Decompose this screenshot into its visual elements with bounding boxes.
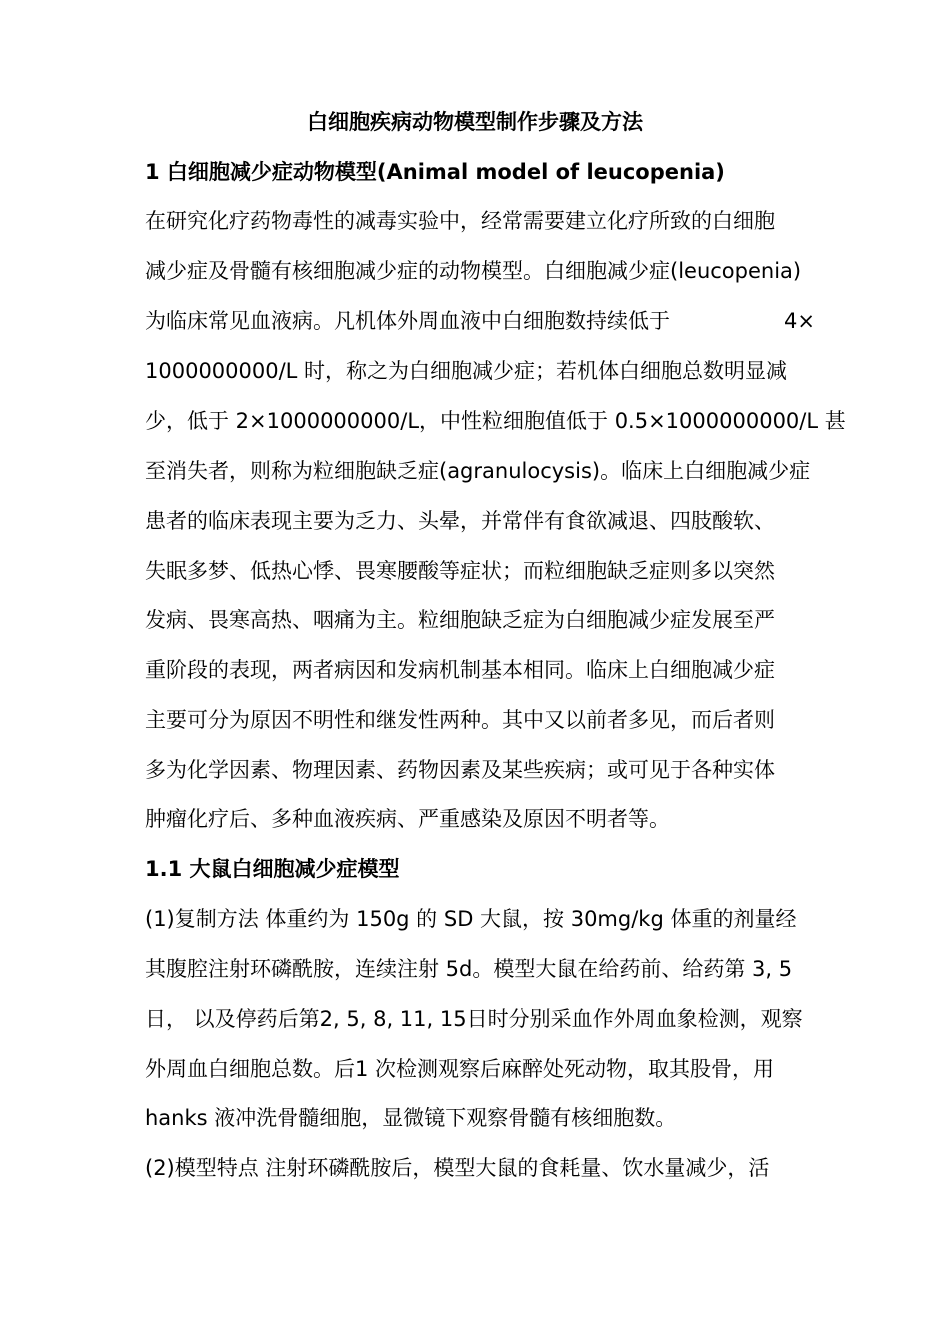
paragraph-line: 重阶段的表现，两者病因和发病机制基本相同。临床上白细胞减少症: [145, 658, 775, 682]
paragraph-line: (2)模型特点 注射环磷酰胺后，模型大鼠的食耗量、饮水量减少，活: [145, 1156, 770, 1180]
paragraph-line: (1)复制方法 体重约为 150g 的 SD 大鼠，按 30mg/kg 体重的剂量经: [145, 907, 797, 931]
paragraph-line: 减少症及骨髓有核细胞减少症的动物模型。白细胞减少症(leucopenia): [145, 259, 802, 283]
paragraph-line: 1000000000/L 时，称之为白细胞减少症；若机体白细胞总数明显减: [145, 359, 788, 383]
paragraph-line: 至消失者，则称为粒细胞缺乏症(agranulocysis)。临床上白细胞减少症: [145, 459, 811, 483]
subsection-heading: 1.1 大鼠白细胞减少症模型: [145, 857, 400, 881]
paragraph-line: 日， 以及停药后第2, 5, 8, 11, 15日时分别采血作外周血象检测，观察: [145, 1007, 803, 1031]
paragraph-line: 主要可分为原因不明性和继发性两种。其中又以前者多见，而后者则: [145, 708, 775, 732]
paragraph-line: 失眠多梦、低热心悸、畏寒腰酸等症状；而粒细胞缺乏症则多以突然: [145, 559, 775, 583]
paragraph-line: 在研究化疗药物毒性的减毒实验中，经常需要建立化疗所致的白细胞: [145, 209, 775, 233]
paragraph-line: 肿瘤化疗后、多种血液疾病、严重感染及原因不明者等。: [145, 807, 670, 831]
paragraph-line: 发病、畏寒高热、咽痛为主。粒细胞缺乏症为白细胞减少症发展至严: [145, 608, 775, 632]
paragraph-line: hanks 液冲洗骨髓细胞，显微镜下观察骨髓有核细胞数。: [145, 1106, 677, 1130]
section-heading: 1 白细胞减少症动物模型(Animal model of leucopenia): [145, 160, 725, 184]
paragraph-line-text: 4×: [784, 309, 815, 333]
paragraph-line: 其腹腔注射环磷酰胺，连续注射 5d。模型大鼠在给药前、给药第 3, 5: [145, 957, 793, 981]
paragraph-line: 患者的临床表现主要为乏力、头晕，并常伴有食欲减退、四肢酸软、: [145, 509, 775, 533]
paragraph-line-text: 为临床常见血液病。凡机体外周血液中白细胞数持续低于: [145, 309, 670, 333]
document-title: 白细胞疾病动物模型制作步骤及方法: [307, 110, 643, 134]
paragraph-line: 少，低于 2×1000000000/L，中性粒细胞值低于 0.5×1000000000/L 甚: [145, 409, 846, 433]
paragraph-line: 多为化学因素、物理因素、药物因素及某些疾病；或可见于各种实体: [145, 758, 775, 782]
paragraph-line: 外周血白细胞总数。后1 次检测观察后麻醉处死动物，取其股骨，用: [145, 1057, 775, 1081]
paragraph-line: [145, 307, 815, 335]
